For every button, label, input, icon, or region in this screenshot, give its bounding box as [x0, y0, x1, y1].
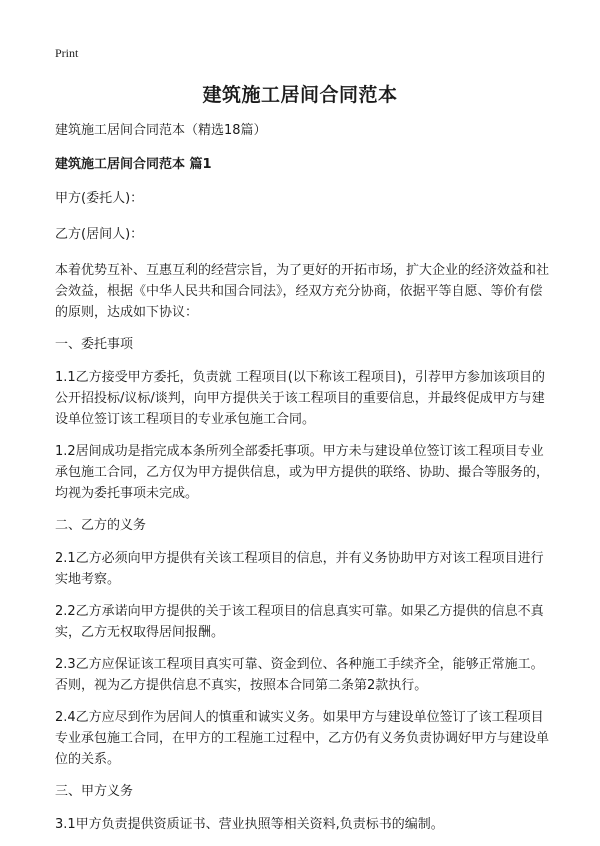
section-heading: 一、委托事项 [55, 337, 134, 352]
clause-paragraph: 2.2乙方承诺向甲方提供的关于该工程项目的信息真实可靠。如果乙方提供的信息不真实，乙方无权取得居间报酬。 [55, 604, 544, 640]
section-heading: 二、乙方的义务 [55, 518, 147, 533]
clause-paragraph: 2.4乙方应尽到作为居间人的慎重和诚实义务。如果甲方与建设单位签订了该工程项目专业承包施工合同，在甲方的工程施工过程中，乙方仍有义务负责协调好甲方与建设单位的关系。 [55, 710, 550, 767]
clause-paragraph: 1.2居间成功是指完成本条所列全部委托事项。甲方未与建设单位签订该工程项目专业承包施工合同，乙方仅为甲方提供信息，或为甲方提供的联络、协助、撮合等服务的，均视为委托事项未完成。 [55, 444, 550, 501]
preamble-paragraph: 本着优势互补、互惠互利的经营宗旨，为了更好的开拓市场，扩大企业的经济效益和社会效益，根据《中华人民共和国合同法》，经双方充分协商，依据平等自愿、等价有偿的原则，达成如下协议： [55, 263, 550, 320]
article-heading: 建筑施工居间合同范本 篇1 [55, 157, 212, 172]
clause-paragraph: 3.1甲方负责提供资质证书、营业执照等相关资料,负责标书的编制。 [55, 817, 444, 832]
clause-paragraph: 2.3乙方应保证该工程项目真实可靠、资金到位、各种施工手续齐全，能够正常施工。否则，视为乙方提供信息不真实，按照本合同第二条第2款执行。 [55, 657, 544, 693]
clause-paragraph: 2.1乙方必须向甲方提供有关该工程项目的信息，并有义务协助甲方对该工程项目进行实地考察。 [55, 551, 544, 587]
party-b-line: 乙方(居间人)： [55, 227, 144, 242]
party-a-line: 甲方(委托人)： [55, 191, 144, 206]
document-title: 建筑施工居间合同范本 [202, 84, 398, 106]
document-subtitle: 建筑施工居间合同范本（精选18篇） [55, 123, 267, 138]
document-body [55, 120, 555, 846]
section-heading: 三、甲方义务 [55, 784, 134, 799]
clause-paragraph: 1.1乙方接受甲方委托，负责就 工程项目(以下称该工程项目)，引荐甲方参加该项目的公开招投标/议标/谈判，向甲方提供关于该工程项目的重要信息，并最终促成甲方与建设单位签订该工程项目的专业承包施工合同。 [55, 370, 545, 427]
print-link[interactable]: Print [55, 46, 79, 60]
